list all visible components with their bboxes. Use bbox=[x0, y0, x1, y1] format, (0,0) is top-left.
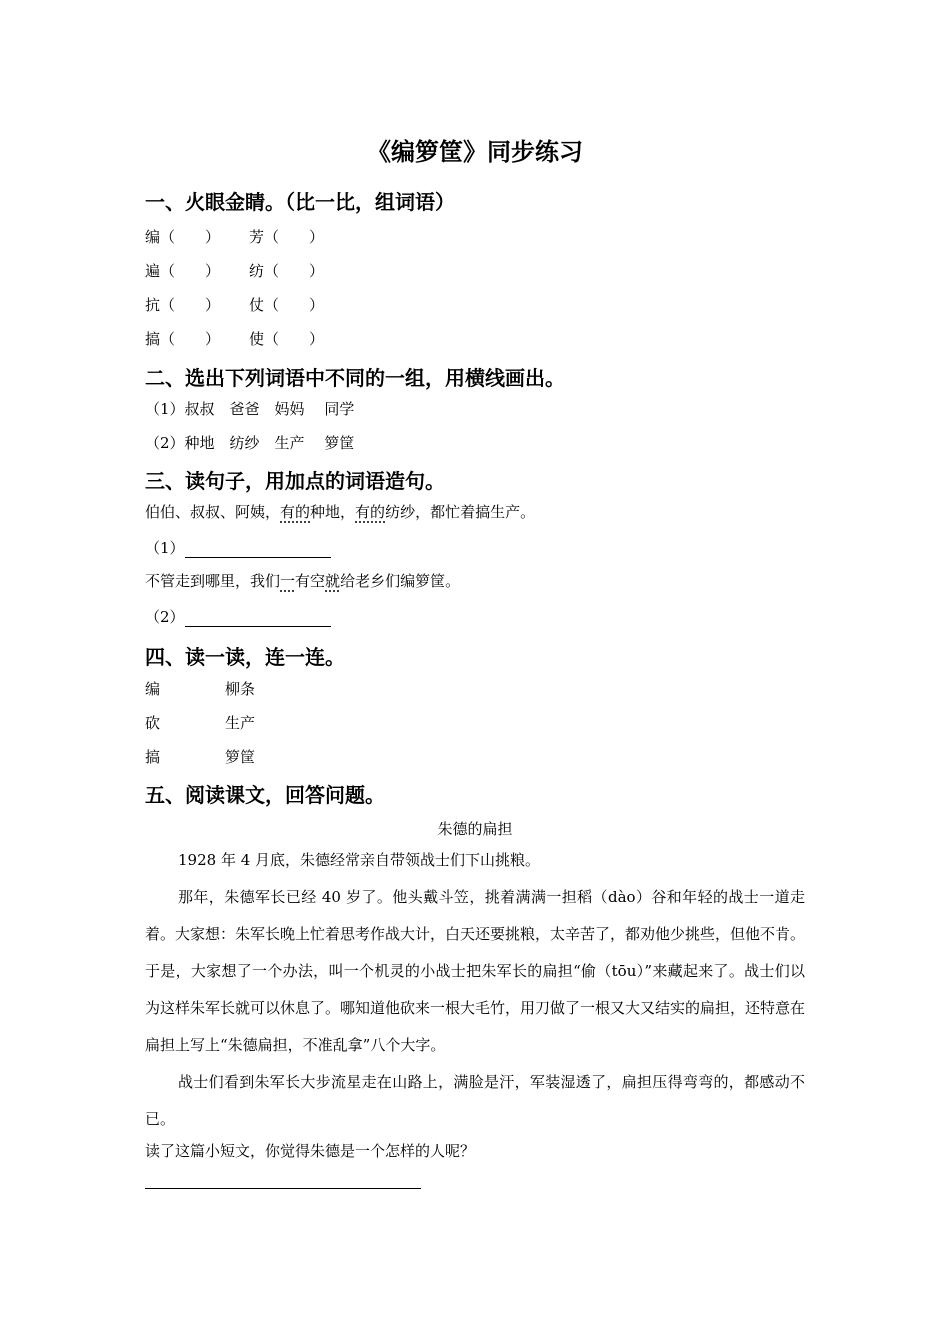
story-title: 朱德的扁担 bbox=[437, 820, 513, 838]
s3-s2-part-e: 给老乡们编箩筐。 bbox=[340, 572, 461, 590]
s1-row-2-right: 纺（ ） bbox=[249, 262, 325, 280]
s3-s1-part-a: 伯伯、叔叔、阿姨， bbox=[145, 503, 281, 521]
s3-answer-1 bbox=[145, 537, 331, 558]
story-paragraph-2: 那年，朱德军长已经 40 岁了。他头戴斗笠，挑着满满一担稻（dào）谷和年轻的战士一道走着。大家想：朱军长晚上忙着思考作战大计，白天还要挑粮，太辛苦了，都劝他少挑些，但他不肯。于是，大家想了一个办法，叫一个机灵的小战士把朱军长的扁担“偷（tōu）”来藏起来了。战士们以为这样朱军长就可以休息了。哪知道他砍来一根大毛竹，用刀做了一根又大又结实的扁担，还特意在扁担上写上“朱德扁担，不准乱拿”八个大字。 bbox=[145, 888, 806, 1054]
story-paragraph-3: 战士们看到朱军长大步流星走在山路上，满脸是汗，军装湿透了，扁担压得弯弯的，都感动不已。 bbox=[145, 1073, 805, 1128]
section-1-heading: 一、火眼金睛。（比一比，组词语） bbox=[145, 190, 455, 214]
s3-answer-1-label: （1） bbox=[145, 539, 185, 557]
s4-right-1[interactable]: 柳条 bbox=[225, 680, 256, 698]
story-body bbox=[145, 842, 805, 1138]
s3-dotted-word-youde-2: 有的 bbox=[355, 503, 386, 521]
s3-s1-part-c: 种地， bbox=[310, 503, 356, 521]
s1-row-4-left: 搞（ ） bbox=[145, 330, 221, 348]
s3-answer-2 bbox=[145, 606, 331, 627]
s4-right-2[interactable]: 生产 bbox=[225, 714, 256, 732]
s3-sentence-1 bbox=[145, 501, 535, 522]
s3-answer-2-blank[interactable] bbox=[185, 609, 331, 627]
s3-answer-1-blank[interactable] bbox=[185, 540, 331, 558]
s4-left-1[interactable]: 编 bbox=[145, 680, 161, 698]
s3-s1-part-e: 纺纱，都忙着搞生产。 bbox=[385, 503, 536, 521]
s4-left-3[interactable]: 搞 bbox=[145, 748, 161, 766]
section-4-heading: 四、读一读，连一连。 bbox=[145, 645, 345, 669]
s1-row-1-right: 芳（ ） bbox=[249, 228, 325, 246]
s1-row-1-left: 编（ ） bbox=[145, 228, 221, 246]
s1-row-2-left: 遍（ ） bbox=[145, 262, 221, 280]
s2-item-2: （2）种地 纺纱 生产 箩筐 bbox=[145, 434, 355, 452]
s3-dotted-word-yi: 一 bbox=[280, 572, 296, 590]
s4-right-3[interactable]: 箩筐 bbox=[225, 748, 256, 766]
s1-row-3-right: 仗（ ） bbox=[249, 296, 325, 314]
s3-s2-part-a: 不管走到哪里，我们 bbox=[145, 572, 281, 590]
story-paragraph-1: 1928 年 4 月底，朱德经常亲自带领战士们下山挑粮。 bbox=[178, 851, 541, 869]
s5-answer-line[interactable] bbox=[145, 1188, 421, 1189]
s1-row-4-right: 使（ ） bbox=[249, 330, 325, 348]
s3-sentence-2 bbox=[145, 570, 460, 591]
s3-answer-2-label: （2） bbox=[145, 608, 185, 626]
s1-row-3-left: 抗（ ） bbox=[145, 296, 221, 314]
s3-dotted-word-youde-1: 有的 bbox=[280, 503, 311, 521]
section-5-heading: 五、阅读课文，回答问题。 bbox=[145, 783, 385, 807]
s5-question: 读了这篇小短文，你觉得朱德是一个怎样的人呢？ bbox=[145, 1142, 476, 1160]
section-2-heading: 二、选出下列词语中不同的一组，用横线画出。 bbox=[145, 366, 565, 390]
page-title: 《编箩筐》同步练习 bbox=[367, 137, 583, 166]
s3-dotted-word-jiu: 就 bbox=[325, 572, 341, 590]
s2-item-1: （1）叔叔 爸爸 妈妈 同学 bbox=[145, 400, 355, 418]
section-3-heading: 三、读句子，用加点的词语造句。 bbox=[145, 469, 445, 493]
s3-s2-part-c: 有空 bbox=[295, 572, 326, 590]
s4-left-2[interactable]: 砍 bbox=[145, 714, 161, 732]
